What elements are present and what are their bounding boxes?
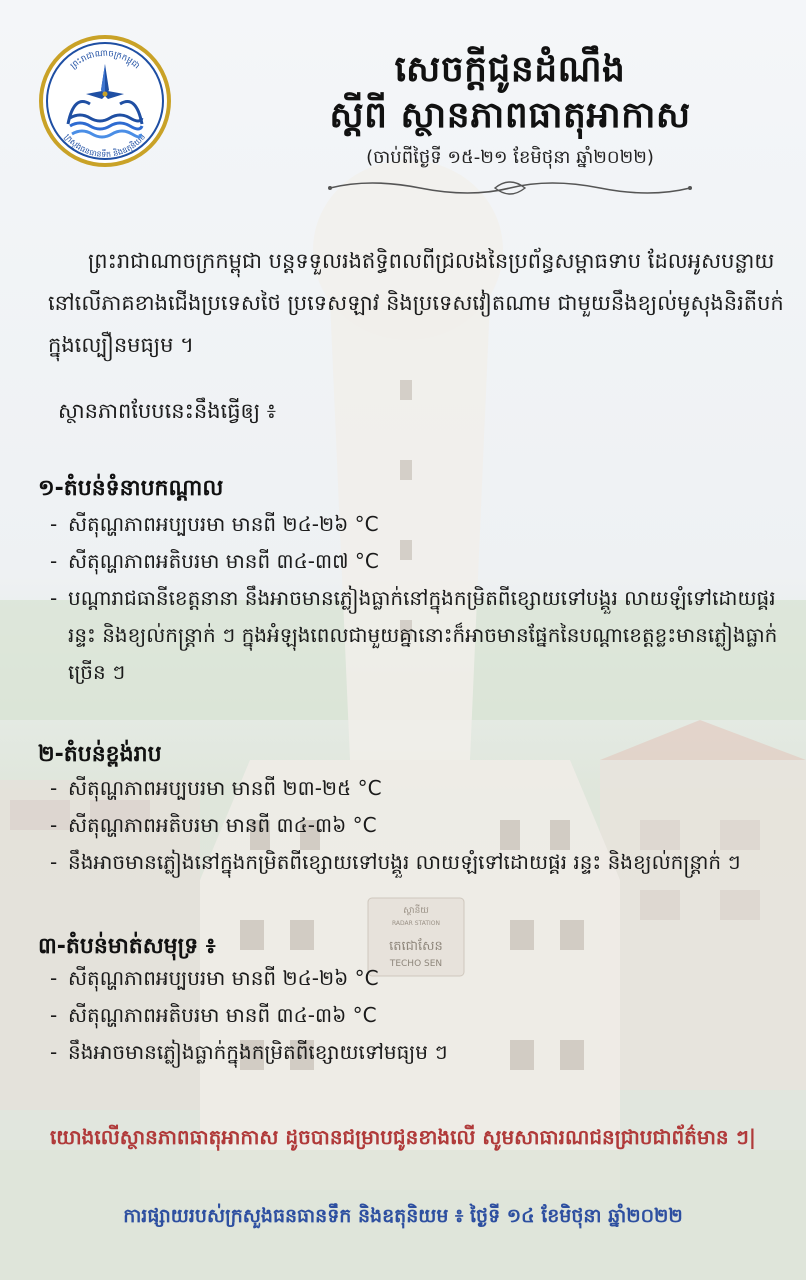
date-range: (ចាប់ពីថ្ងៃទី ១៥-២១ ខែមិថុនា ឆ្នាំ២០២២)	[366, 147, 654, 168]
notice-title: សេចក្តីជូនដំណឹង	[394, 49, 626, 90]
list-item: - បណ្តារាជធានីខេត្តនានា នឹងអាចមានភ្លៀងធ្លាក់នៅក្នុងកម្រិតពីខ្សោយទៅបង្គួរ លាយឡំទៅដោយផ្គរ រន្ទះ និងខ្យល់កន្ត្រាក់ ៗ ក្នុងអំឡុងពេលជាមួយគ្នានោះក៏អាចមានផ្នែកនៃបណ្តាខេត្តខ្លះមានភ្លៀងធ្លាក់ច្រើន ៗ	[46, 580, 802, 691]
sign-line2: RADAR STATION	[391, 920, 441, 927]
list-item: - សីតុណ្ហភាពអតិបរមា មានពី ៣៤-៣៦ °C	[46, 997, 802, 1034]
sign-line3: តេជោសែន	[389, 939, 443, 954]
section-heading-central-lowlands: ១-តំបន់ទំនាបកណ្តាល	[38, 476, 224, 501]
section-list-plateau	[46, 770, 802, 881]
lead-sentence: ស្ថានភាពបែបនេះនឹងធ្វើឲ្យ ៖	[58, 399, 277, 423]
list-item: - សីតុណ្ហភាពអប្បបរមា មានពី ២៤-២៦ °C	[46, 960, 802, 997]
ornament-divider	[310, 176, 710, 200]
list-item: - សីតុណ្ហភាពអតិបរមា មានពី ៣៤-៣៦ °C	[46, 807, 802, 844]
sign-line4: TECHO SEN	[389, 959, 443, 969]
ministry-logo	[38, 34, 172, 168]
section-list-coastal	[46, 960, 802, 1071]
section-list-central-lowlands	[46, 506, 802, 691]
section-heading-coastal: ៣-តំបន់មាត់សមុទ្រ ៖	[38, 934, 216, 959]
notice-subject: ស្តីពី ស្ថានភាពធាតុអាកាស	[329, 95, 691, 136]
list-item: - សីតុណ្ហភាពអប្បបរមា មានពី ២៣-២៥ °C	[46, 770, 802, 807]
publisher-footer: ការផ្សាយរបស់ក្រសួងធនធានទឹក និងឧតុនិយម ៖ ថ្ងៃទី ១៤ ខែមិថុនា ឆ្នាំ២០២២	[123, 1205, 683, 1227]
list-item: - សីតុណ្ហភាពអតិបរមា មានពី ៣៤-៣៧ °C	[46, 543, 802, 580]
logo-bottom-text: ក្រសួងធនធានទឹក និងឧតុនិយម	[62, 132, 148, 160]
list-item: - នឹងអាចមានភ្លៀងធ្លាក់ក្នុងកម្រិតពីខ្សោយទៅមធ្យម ៗ	[46, 1034, 802, 1071]
sign-line1: ស្ថានីយ	[403, 906, 429, 916]
list-item: - សីតុណ្ហភាពអប្បបរមា មានពី ២៤-២៦ °C	[46, 506, 802, 543]
closing-note: យោងលើស្ថានភាពធាតុអាកាស ដូចបានជម្រាបជូនខាងលើ សូមសាធារណជនជ្រាបជាព័ត៌មាន ៗ|	[49, 1125, 757, 1149]
section-heading-plateau: ២-តំបន់ខ្ពង់រាប	[38, 742, 162, 767]
intro-paragraph: ព្រះរាជាណាចក្រកម្ពុជា បន្តទទួលរងឥទ្ធិពលពីជ្រលងនៃប្រព័ន្ធសម្ពាធទាប ដែលអូសបន្លាយនៅលើភាគខាងជើងប្រទេសថៃ ប្រទេសឡាវ និងប្រទេសវៀតណាម ជាមួយនឹងខ្យល់មូសុងនិរតីបក់ក្នុងល្បឿនមធ្យម ។	[48, 249, 784, 357]
logo-top-text: ព្រះរាជាណាចក្រកម្ពុជា	[68, 48, 142, 72]
list-item: - នឹងអាចមានភ្លៀងនៅក្នុងកម្រិតពីខ្សោយទៅបង្គួរ លាយឡំទៅដោយផ្គរ រន្ទះ និងខ្យល់កន្ត្រាក់ ៗ	[46, 844, 802, 881]
